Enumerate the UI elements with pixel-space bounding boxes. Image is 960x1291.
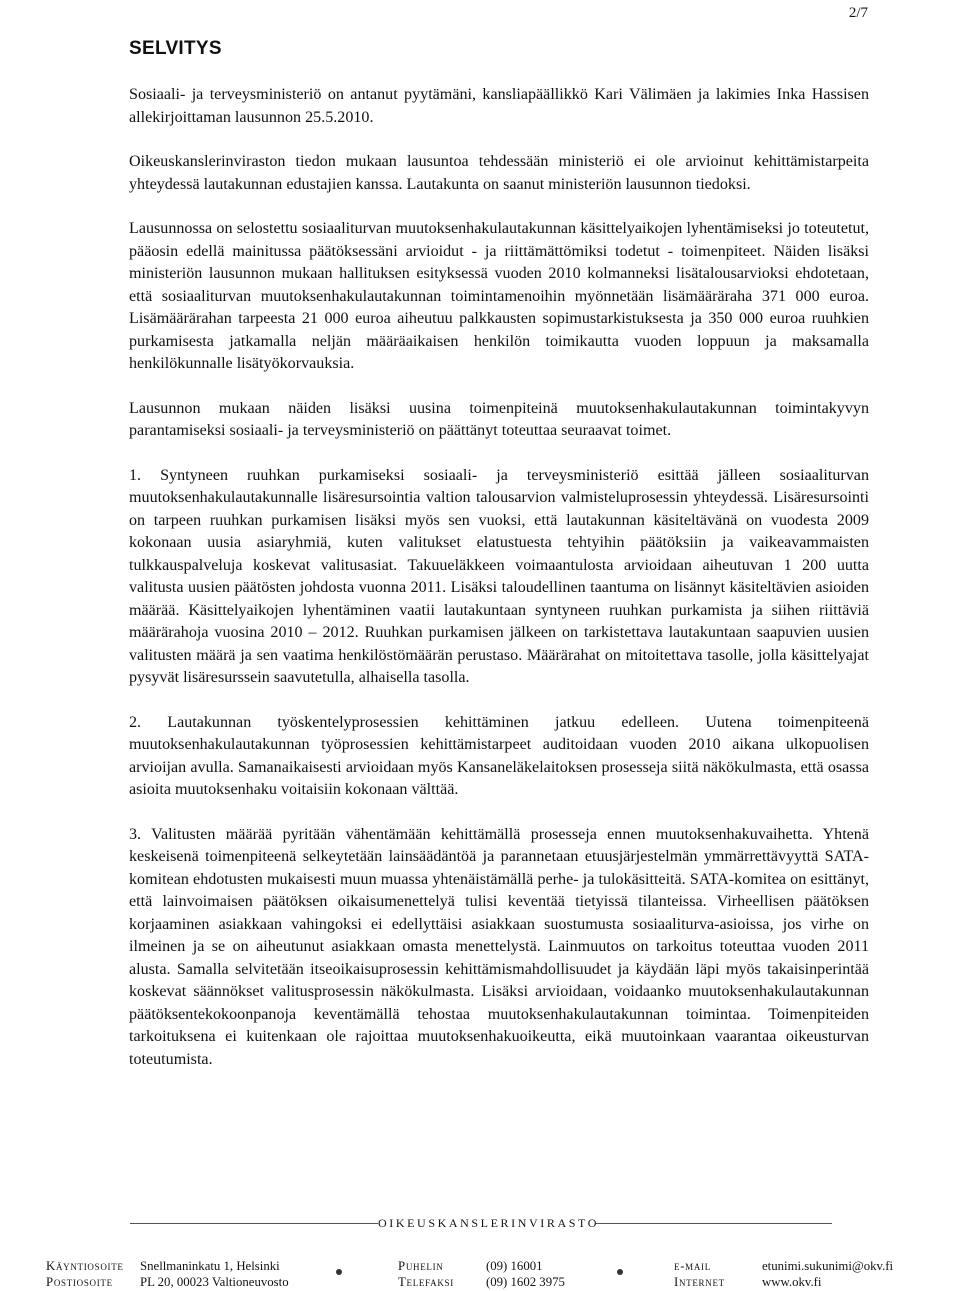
paragraph-new-measures: Lausunnon mukaan näiden lisäksi uusina toimenpiteinä muutoksenhakulautakunnan toimintakyvyn parantamiseksi sosiaali- ja terveysministeriö on päättänyt toteuttaa seuraavat toimet. [129, 399, 869, 439]
paragraph-item-2: 2. Lautakunnan työskentelyprosessien kehittäminen jatkuu edelleen. Uutena toimenpiteenä muutoksenhakulautakunnan työprosessien kehittämistarpeet auditoidaan vuoden 2010 aikana ulkopuolisen arvioijan avulla. Samanaikaisesti arvioidaan myös Kansaneläkelaitoksen prosesseja siitä näkökulmasta, että osassa asioita muutoksenhaku voitaisiin kokonaan välttää. [129, 713, 869, 798]
footer-phone-label: Puhelin [398, 1259, 444, 1273]
footer-visit-label: Käyntiosoite [46, 1259, 124, 1273]
paragraph-measures: Lausunnossa on selostettu sosiaaliturvan muutoksenhakulautakunnan käsittelyaikojen lyhentämiseksi jo toteutetut, pääosin edellä mainitussa päätöksessäni arvioidut - ja riittämättömiksi todetut - toimenpiteet. Näiden lisäksi ministeriön lausunnon mukaan hallituksen esityksessä vuoden 2010 kolmanneksi lisätalousarvioksi ehdotetaan, että sosiaaliturvan muutoksenhakulautakunnan toimintamenoihin myönnetään lisämääräraha 371 000 euroa. Lisämäärärahan tarpeesta 21 000 euroa aiheutuu palkkausten sopimustarkistuksesta ja 350 000 euroa ruuhkien purkamisesta jatkamalla neljän määräaikaisen henkilön toimikautta vuoden loppuun ja maksamalla henkilökunnalle lisätyökorvauksia. [129, 220, 869, 372]
footer-rule-right [596, 1223, 832, 1224]
footer-rule-left [130, 1223, 378, 1224]
paragraph-statement: Sosiaali- ja terveysministeriö on antanut pyytämäni, kansliapäällikkö Kari Välimäen ja lakimies Inka Hassisen allekirjoittaman lausunnon 25.5.2010. [129, 86, 869, 126]
footer-web-label: Internet [674, 1275, 725, 1289]
section-heading: SELVITYS [129, 38, 222, 59]
body-text [129, 84, 869, 1071]
footer-post-value: PL 20, 00023 Valtioneuvosto [140, 1275, 289, 1289]
footer-fax-value: (09) 1602 3975 [486, 1275, 565, 1289]
footer-bullet-dot [336, 1269, 342, 1275]
paragraph-item-1: 1. Syntyneen ruuhkan purkamiseksi sosiaali- ja terveysministeriö esittää jälleen sosiaaliturvan muutoksenhakulautakunnalle lisäresursointia valtion talousarvion valmisteluprosessin yhteydessä. Lisäresursointi on tarpeen ruuhkan purkamisen lisäksi myös sen vuoksi, että lautakunnan käsiteltävänä on vuodesta 2009 kokonaan uusia asiaryhmiä, kuten valitukset elatustuesta tehtyihin päätöksiin ja vaikeavammaisten tulkkauspalveluja koskevat valitusasiat. Takuueläkkeen voimaantulosta arvioidaan aiheutuvan 1 200 uutta valitusta uusien päätösten johdosta vuonna 2011. Lisäksi taloudellinen taantuma on lisännyt käsiteltävien asioiden määrää. Käsittelyaikojen lyhentäminen vaatii lautakuntaan syntyneen ruuhkan purkamista ja siihen riittäviä määrärahoja vuosina 2010 – 2012. Ruuhkan purkamisen jälkeen on tarkistettava lautakuntaan saapuvien uusien valitusten määrä ja sen vaatima henkilöstömäärän perustaso. Määrärahat on mitoitettava tasolle, jolla käsittelyajat pysyvät lisäresurssein saavutetulla, alhaisella tasolla. [129, 466, 869, 686]
footer-phone-value: (09) 16001 [486, 1259, 543, 1273]
footer-org-name: OIKEUSKANSLERINVIRASTO [378, 1216, 599, 1230]
footer-email-value: etunimi.sukunimi@okv.fi [762, 1259, 894, 1273]
footer-web-value: www.okv.fi [762, 1275, 822, 1289]
paragraph-office-info: Oikeuskanslerinviraston tiedon mukaan lausuntoa tehdessään ministeriö ei ole arvioinut kehittämistarpeita yhteydessä lautakunnan edustajien kanssa. Lautakunta on saanut ministeriön lausunnon tiedoksi. [129, 153, 869, 193]
footer-email-label: e-mail [674, 1259, 711, 1273]
footer-post-label: Postiosoite [46, 1275, 113, 1289]
footer-bullet-dot [617, 1269, 623, 1275]
footer-org-banner [0, 1213, 960, 1233]
paragraph-item-3: 3. Valitusten määrää pyritään vähentämään kehittämällä prosesseja ennen muutoksenhakuvaihetta. Yhtenä keskeisenä toimenpiteenä selkeytetään lainsäädäntöä ja parannetaan etuusjärjestelmän ymmärrettävyyttä SATA-komitean ehdotusten mukaisesti muun muassa yhtenäistämällä perhe- ja tulokäsitteitä. SATA-komitea on esittänyt, että lainvoimaisen päätöksen oikaisumenettelyä tulisi keventää tietyissä tilanteissa. Virheellisen päätöksen korjaaminen asiakkaan vahingoksi ei edellyttäisi asiakkaan suostumusta sosiaaliturva-asioissa, jos virhe on ilmeinen ja se on aiheutunut asiakkaan omasta menettelystä. Lainmuutos on tarkoitus toteuttaa vuoden 2011 alusta. Samalla selvitetään itseoikaisuprosessin kehittämismahdollisuudet ja käydään läpi myös takaisinperintää koskevat säännökset valitusprosessin näkökulmasta. Lisäksi arvioidaan, voidaanko muutoksenhakulautakunnan päätöksentekokoonpanoja keventämällä tehostaa muutoksenhakulautakunnan toimintaa. Toimenpiteiden tarkoituksena ei kuitenkaan ole rajoittaa muutoksenhakuoikeutta, eikä muutoinkaan vaarantaa oikeusturvan toteutumista. [129, 825, 869, 1068]
page-number: 2/7 [848, 5, 868, 21]
footer-fax-label: Telefaksi [398, 1275, 454, 1289]
footer-visit-value: Snellmaninkatu 1, Helsinki [140, 1259, 280, 1273]
